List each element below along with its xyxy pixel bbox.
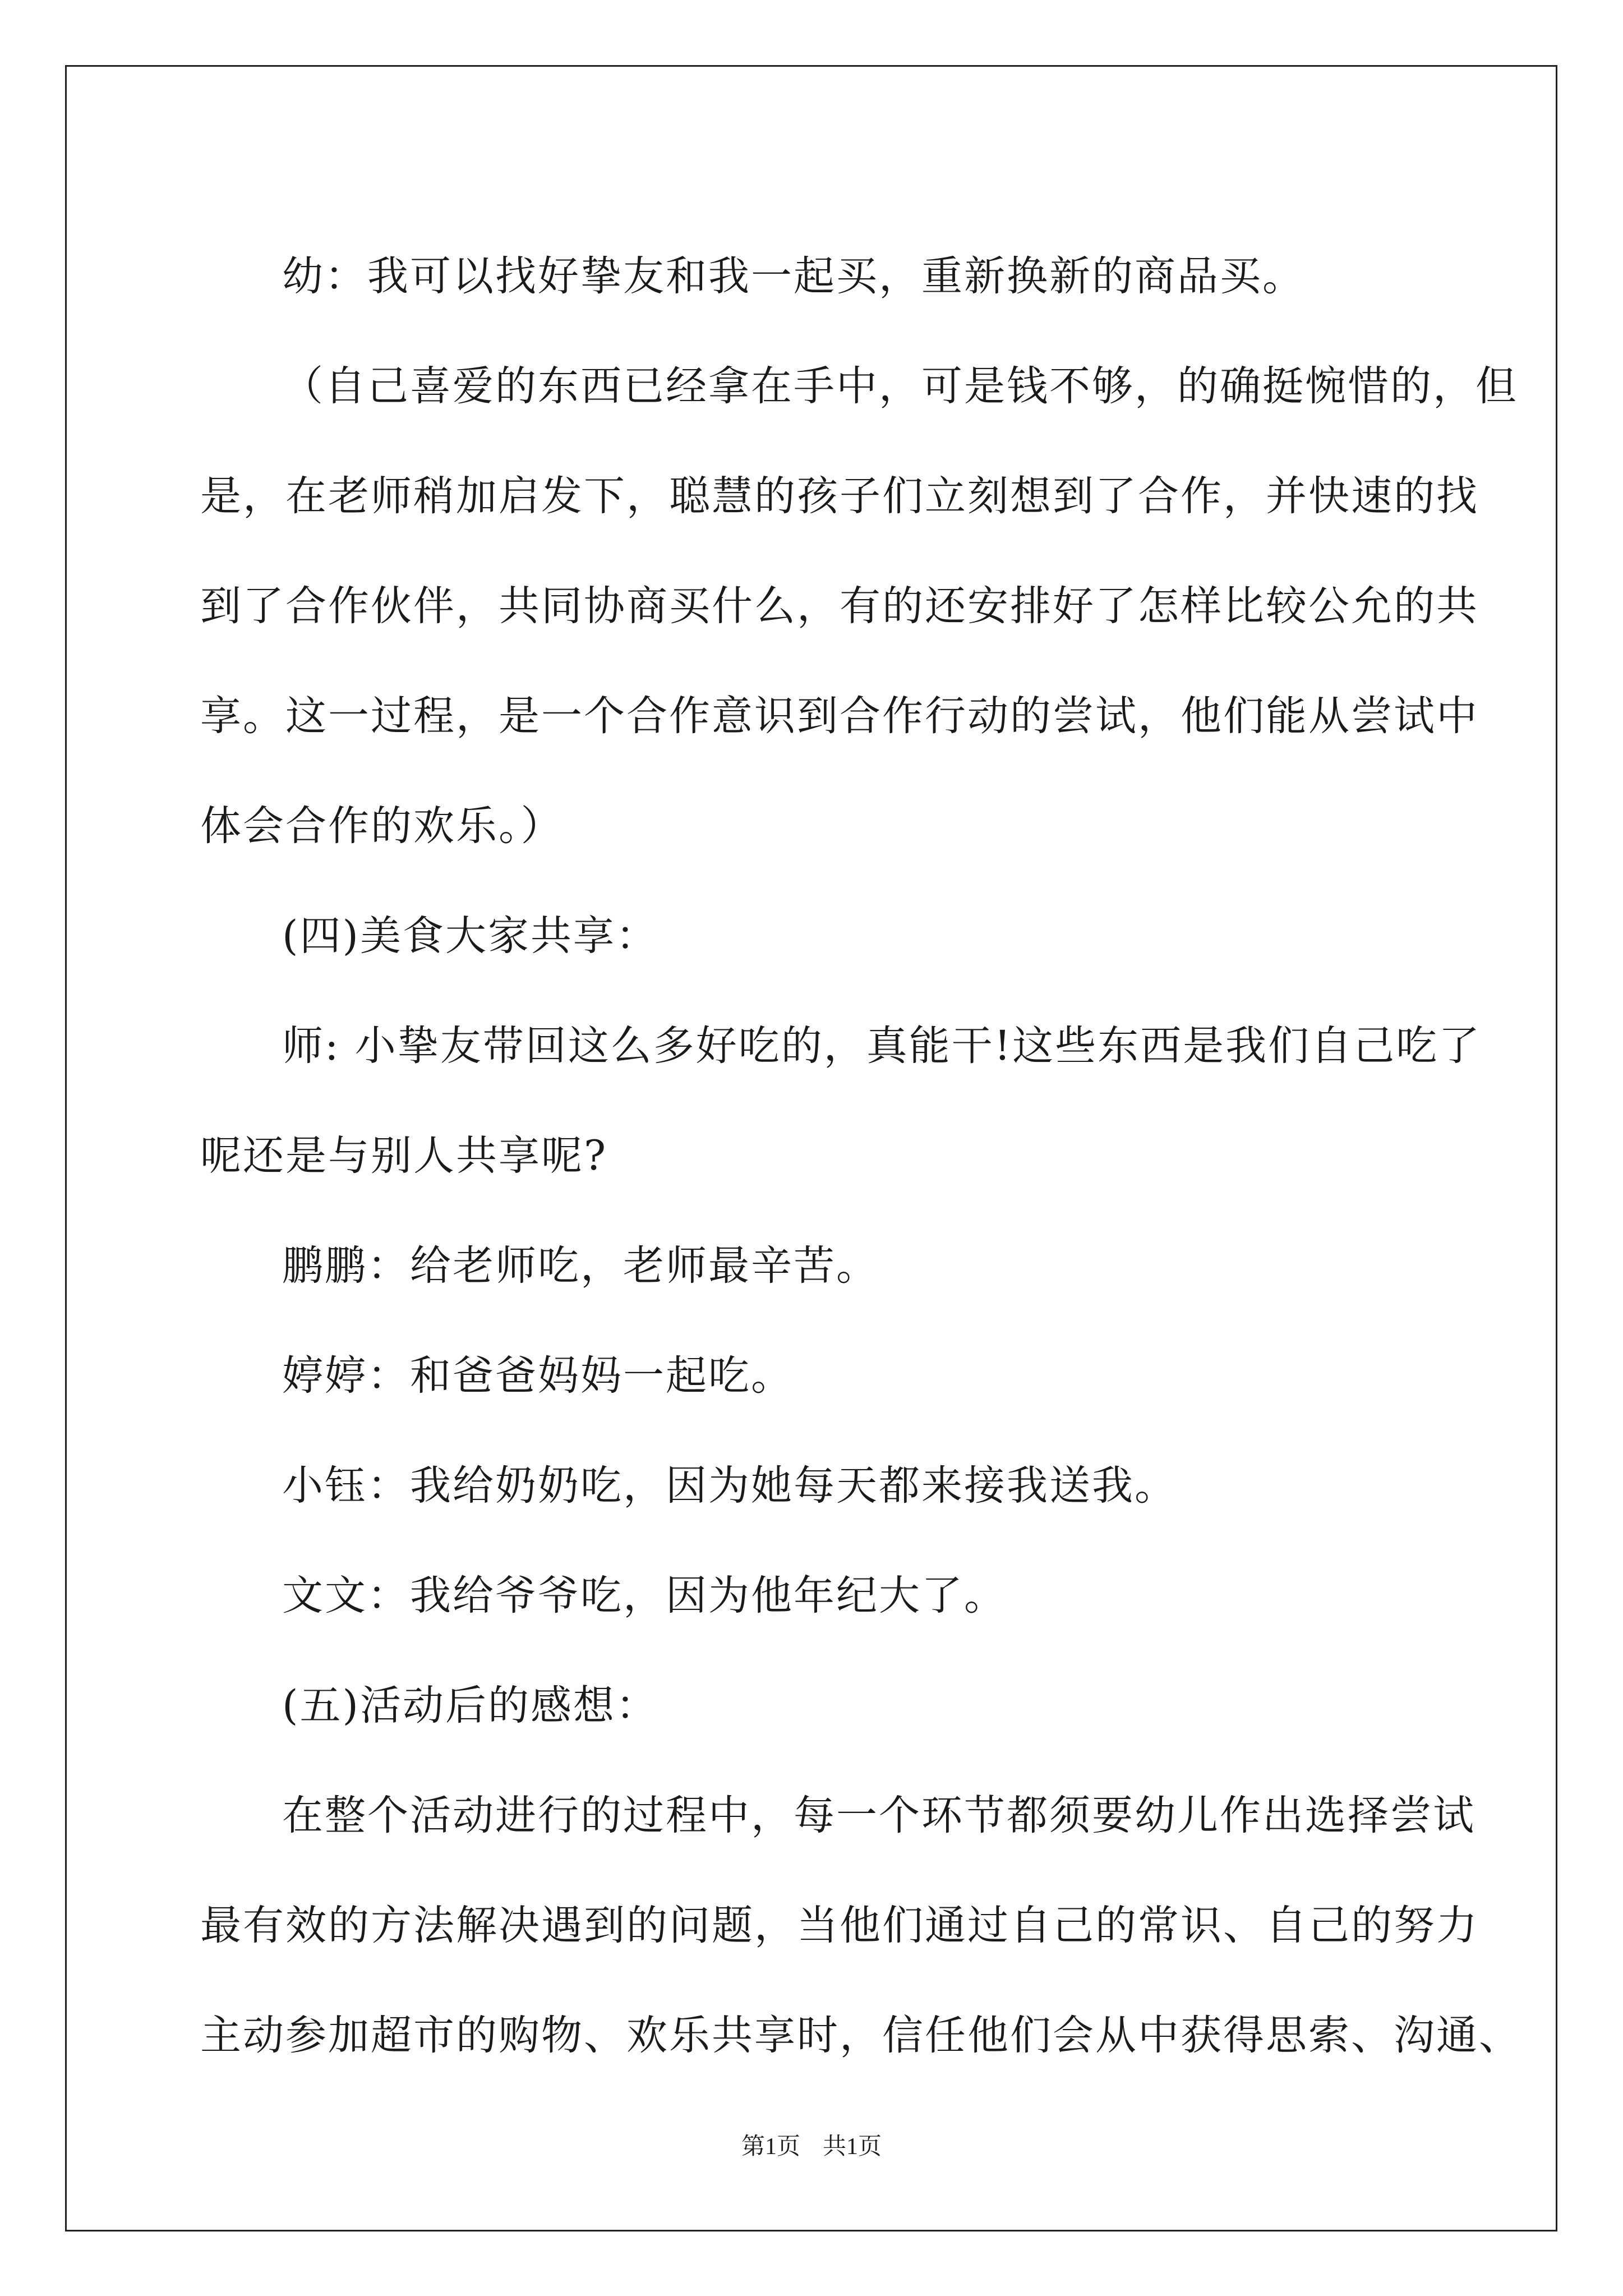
document-body — [200, 222, 1521, 2091]
text-line: 享。这一过程，是一个合作意识到合作行动的尝试，他们能从尝试中 — [200, 692, 1479, 740]
text-line: 婷婷：和爸爸妈妈一起吃。 — [282, 1352, 794, 1400]
page-total: 共1页 — [823, 2134, 882, 2160]
text-line: 小钰：我给奶奶吃，因为她每天都来接我送我。 — [282, 1462, 1177, 1510]
text-line: （自己喜爱的东西已经拿在手中，可是钱不够，的确挺惋惜的，但 — [282, 362, 1518, 410]
text-line: 在整个活动进行的过程中，每一个环节都须要幼儿作出选择尝试 — [282, 1792, 1476, 1839]
text-line: 是，在老师稍加启发下，聪慧的孩子们立刻想到了合作，并快速的找 — [200, 472, 1479, 520]
text-line: 最有效的方法解决遇到的问题，当他们通过自己的常识、自己的努力 — [200, 1902, 1479, 1949]
text-line: 呢还是与别人共享呢? — [200, 1132, 608, 1180]
section-heading: (五)活动后的感想： — [282, 1682, 658, 1729]
text-line: 鹏鹏：给老师吃，老师最辛苦。 — [282, 1242, 879, 1290]
text-line: 体会合作的欢乐。） — [200, 802, 564, 850]
text-line: 幼：我可以找好挚友和我一起买，重新换新的商品买。 — [282, 252, 1305, 300]
text-line: 师: 小挚友带回这么多好吃的，真能干!这些东西是我们自己吃了 — [282, 1022, 1482, 1070]
text-line: 主动参加超市的购物、欢乐共享时，信任他们会从中获得思索、沟通、 — [200, 2012, 1521, 2059]
page-number: 第1页 — [741, 2134, 800, 2160]
page-footer — [0, 2130, 1623, 2164]
text-line: 文文：我给爷爷吃，因为他年纪大了。 — [282, 1572, 1007, 1619]
text-line: 到了合作伙伴，共同协商买什么，有的还安排好了怎样比较公允的共 — [200, 582, 1479, 630]
section-heading: (四)美食大家共享： — [282, 912, 658, 960]
